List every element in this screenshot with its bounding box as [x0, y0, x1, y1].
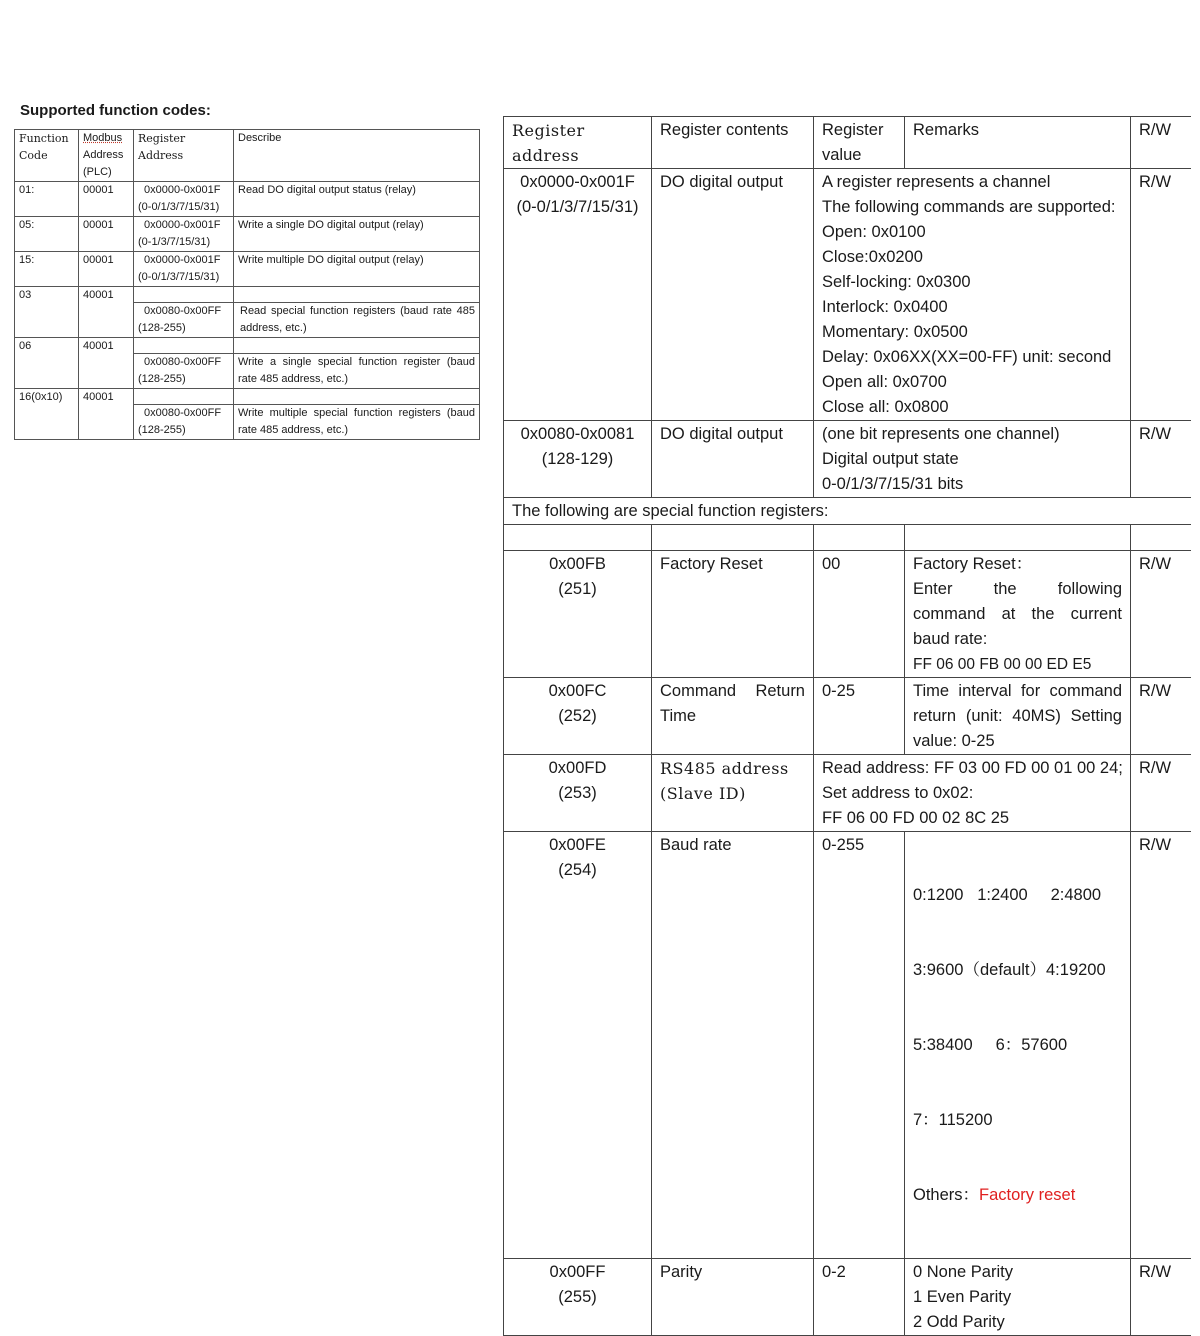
- register-range-decimal: (0-0/1/3/7/15/31): [138, 201, 220, 213]
- register-address-hex: 0x00FE: [549, 836, 606, 854]
- value-line: Close all: 0x0800: [822, 398, 949, 416]
- register-address-cell: [504, 1259, 652, 1336]
- value-line: (one bit represents one channel): [822, 425, 1060, 443]
- describe-cell: Write multiple special function registers (baud rate 485 address, etc.): [234, 405, 480, 440]
- register-address-cell: [504, 755, 652, 832]
- register-address-hex: 0x0000-0x001F: [520, 173, 635, 191]
- register-address-cell: [504, 832, 652, 1259]
- remarks-line: 3:9600（default）4:19200: [913, 961, 1106, 979]
- header-register-value: [814, 117, 905, 169]
- register-value-cell: [814, 421, 1131, 498]
- table-header-row: [504, 117, 1191, 169]
- contents-line: RS485 address: [660, 759, 789, 778]
- register-address-hex: 0x00FF: [549, 1263, 606, 1281]
- register-range: 0x0080-0x00FF: [144, 407, 222, 419]
- register-contents-cell: Parity: [652, 1259, 814, 1336]
- register-range-decimal: (0-0/1/3/7/15/31): [138, 271, 220, 283]
- special-registers-heading-row: [504, 498, 1191, 525]
- value-line: Delay: 0x06XX(XX=00-FF) unit: second: [822, 348, 1112, 366]
- describe-blank: [234, 389, 480, 405]
- register-value-cell: 0-255: [814, 832, 905, 1259]
- factory-reset-note: Factory reset: [979, 1186, 1076, 1204]
- value-line: FF 06 00 FD 00 02 8C 25: [822, 809, 1010, 827]
- register-address-decimal: (255): [558, 1288, 597, 1306]
- modbus-address-cell: 00001: [79, 217, 134, 252]
- header-register-address-line2: address: [512, 146, 580, 165]
- register-contents-cell: Factory Reset: [652, 551, 814, 678]
- register-address-blank: [134, 338, 234, 354]
- value-line: 0-0/1/3/7/15/31 bits: [822, 475, 964, 493]
- function-codes-table: [14, 129, 480, 440]
- blank-cell: [652, 525, 814, 551]
- describe-cell: Write a single special function register (baud rate 485 address, etc.): [234, 354, 480, 389]
- remarks-line: 2 Odd Parity: [913, 1313, 1005, 1331]
- remarks-line: 1 Even Parity: [913, 1288, 1012, 1306]
- table-row: [504, 421, 1191, 498]
- register-value-cell: [814, 169, 1131, 421]
- value-line: Interlock: 0x0400: [822, 298, 948, 316]
- value-line: Set address to 0x02:: [822, 784, 974, 802]
- register-address-decimal: (252): [558, 707, 597, 725]
- contents-line: (Slave ID): [660, 784, 746, 803]
- rw-cell: R/W: [1131, 551, 1191, 678]
- value-line: The following commands are supported:: [822, 198, 1116, 216]
- table-row: [15, 252, 480, 287]
- remarks-line: Factory Reset：: [913, 555, 1033, 573]
- function-code-cell: 06: [15, 338, 79, 389]
- register-map-table: [503, 116, 1191, 1336]
- describe-cell: Write a single DO digital output (relay): [234, 217, 480, 252]
- blank-row: [504, 525, 1191, 551]
- table-row: [15, 182, 480, 217]
- table-row: [15, 287, 480, 303]
- header-register-address: [134, 130, 234, 182]
- header-remarks: Remarks: [905, 117, 1131, 169]
- register-address-cell: [134, 252, 234, 287]
- table-row: [504, 1259, 1191, 1336]
- modbus-address-cell: 00001: [79, 252, 134, 287]
- register-range: 0x0000-0x001F: [144, 184, 221, 196]
- table-row: [504, 169, 1191, 421]
- register-address-hex: 0x00FB: [549, 555, 606, 573]
- table-row: [504, 832, 1191, 1259]
- register-address-hex: 0x00FC: [548, 682, 607, 700]
- rw-cell: R/W: [1131, 755, 1191, 832]
- register-range: 0x0000-0x001F: [144, 219, 221, 231]
- header-register-contents: Register contents: [652, 117, 814, 169]
- register-address-cell: [134, 405, 234, 440]
- supported-function-codes-title: Supported function codes:: [20, 102, 211, 119]
- header-modbus-line3: (PLC): [83, 166, 112, 178]
- header-register-line2: Address: [138, 149, 184, 162]
- register-address-cell: [134, 182, 234, 217]
- modbus-address-cell: 40001: [79, 338, 134, 389]
- register-contents-cell: DO digital output: [652, 169, 814, 421]
- register-value-cell: 0-2: [814, 1259, 905, 1336]
- register-range: 0x0000-0x001F: [144, 254, 221, 266]
- rw-cell: R/W: [1131, 421, 1191, 498]
- table-row: [15, 389, 480, 405]
- value-line: Read address: FF 03 00 FD 00 01 00 24;: [822, 759, 1123, 777]
- register-address-decimal: (251): [558, 580, 597, 598]
- value-line: Self-locking: 0x0300: [822, 273, 971, 291]
- others-label: Others：: [913, 1186, 980, 1204]
- register-contents-cell: [652, 755, 814, 832]
- register-address-hex: 0x00FD: [548, 759, 607, 777]
- header-describe: [234, 130, 480, 182]
- register-address-cell: [504, 421, 652, 498]
- register-address-cell: [504, 551, 652, 678]
- header-modbus-line2: Address: [83, 149, 124, 161]
- table-row: [15, 217, 480, 252]
- function-code-cell: 15:: [15, 252, 79, 287]
- special-registers-heading: The following are special function registers:: [504, 498, 1191, 525]
- function-code-cell: 01:: [15, 182, 79, 217]
- modbus-address-cell: 40001: [79, 287, 134, 338]
- table-row: [504, 678, 1191, 755]
- register-address-decimal: (253): [558, 784, 597, 802]
- header-register-address-line1: Register: [512, 121, 585, 140]
- register-address-blank: [134, 389, 234, 405]
- register-address-cell: [504, 169, 652, 421]
- register-range: 0x0080-0x00FF: [144, 305, 222, 317]
- describe-cell: Read DO digital output status (relay): [234, 182, 480, 217]
- register-address-cell: [134, 217, 234, 252]
- others-line: [913, 1183, 1122, 1208]
- function-code-cell: 05:: [15, 217, 79, 252]
- blank-cell: [905, 525, 1131, 551]
- describe-blank: [234, 287, 480, 303]
- register-value-cell: [814, 755, 1131, 832]
- register-range-decimal: (128-255): [138, 322, 186, 334]
- register-contents-cell: Command Return Time: [652, 678, 814, 755]
- register-contents-cell: Baud rate: [652, 832, 814, 1259]
- header-modbus-address: [79, 130, 134, 182]
- register-address-cell: [134, 303, 234, 338]
- register-value-cell: 0-25: [814, 678, 905, 755]
- register-range-decimal: (128-255): [138, 373, 186, 385]
- remarks-line: 7：115200: [913, 1111, 993, 1129]
- value-line: Close:0x0200: [822, 248, 923, 266]
- function-code-cell: 16(0x10): [15, 389, 79, 440]
- header-describe-label: Describe: [238, 132, 282, 144]
- register-address-hex: 0x0080-0x0081: [520, 425, 635, 443]
- remarks-line: 5:38400 6：57600: [913, 1036, 1068, 1054]
- remarks-line: 0 None Parity: [913, 1263, 1013, 1281]
- header-register-value-line2: value: [822, 146, 862, 164]
- remarks-cell: [905, 1259, 1131, 1336]
- remarks-cell: [905, 832, 1131, 1259]
- register-address-cell: [504, 678, 652, 755]
- register-address-range: (0-0/1/3/7/15/31): [516, 198, 639, 216]
- value-line: Momentary: 0x0500: [822, 323, 968, 341]
- describe-cell: Write multiple DO digital output (relay): [234, 252, 480, 287]
- header-register-address: [504, 117, 652, 169]
- register-address-range: (128-129): [541, 450, 614, 468]
- modbus-address-cell: 00001: [79, 182, 134, 217]
- register-range-decimal: (0-1/3/7/15/31): [138, 236, 211, 248]
- describe-blank: [234, 338, 480, 354]
- register-contents-cell: DO digital output: [652, 421, 814, 498]
- header-modbus-line1: Modbus: [83, 132, 123, 144]
- function-code-cell: 03: [15, 287, 79, 338]
- register-range-decimal: (128-255): [138, 424, 186, 436]
- rw-cell: R/W: [1131, 169, 1191, 421]
- header-register-line1: Register: [138, 132, 186, 145]
- modbus-address-cell: 40001: [79, 389, 134, 440]
- header-register-value-line1: Register: [822, 121, 884, 139]
- register-range: 0x0080-0x00FF: [144, 356, 222, 368]
- register-value-cell: 00: [814, 551, 905, 678]
- register-address-decimal: (254): [558, 861, 597, 879]
- rw-cell: R/W: [1131, 678, 1191, 755]
- value-line: Open: 0x0100: [822, 223, 926, 241]
- describe-cell: Read special function registers (baud rate 485 address, etc.): [234, 303, 480, 338]
- header-function-code: [15, 130, 79, 182]
- table-header-row: [15, 130, 480, 182]
- header-function-code-label: Function Code: [19, 132, 69, 162]
- value-line: Digital output state: [822, 450, 959, 468]
- register-address-cell: [134, 354, 234, 389]
- remarks-line: 0:1200 1:2400 2:4800: [913, 886, 1102, 904]
- remarks-cell: [905, 551, 1131, 678]
- value-line: Open all: 0x0700: [822, 373, 947, 391]
- header-rw: R/W: [1131, 117, 1191, 169]
- rw-cell: R/W: [1131, 832, 1191, 1259]
- register-address-blank: [134, 287, 234, 303]
- table-row: [504, 551, 1191, 678]
- rw-cell: R/W: [1131, 1259, 1191, 1336]
- table-row: [504, 755, 1191, 832]
- remarks-line: Enter the following command at the current baud rate:: [913, 580, 1122, 648]
- blank-cell: [1131, 525, 1191, 551]
- remarks-cell: Time interval for command return (unit: 40MS) Setting value: 0-25: [905, 678, 1131, 755]
- blank-cell: [814, 525, 905, 551]
- remarks-line: FF 06 00 FB 00 00 ED E5: [913, 656, 1092, 673]
- blank-cell: [504, 525, 652, 551]
- value-line: A register represents a channel: [822, 173, 1051, 191]
- table-row: [15, 338, 480, 354]
